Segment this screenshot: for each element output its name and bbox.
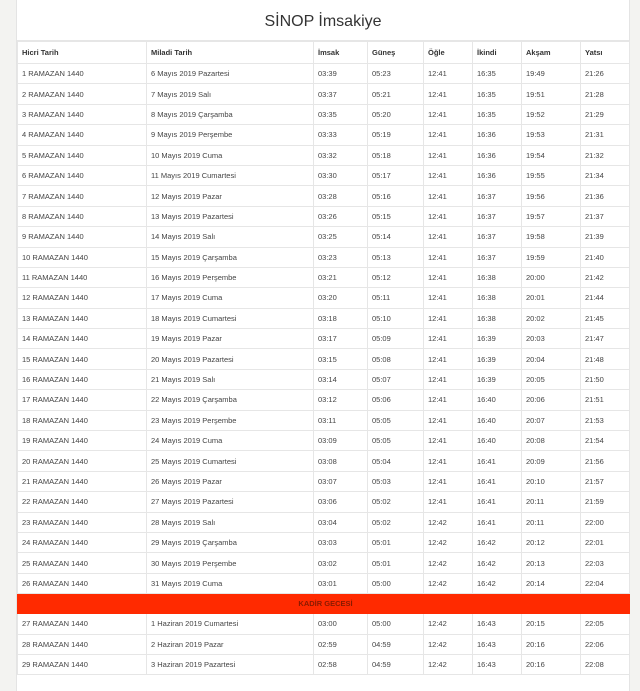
cell-miladi-tarih: 17 Mayıs 2019 Cuma [147, 288, 314, 308]
cell-aksam: 19:56 [522, 186, 581, 206]
cell-aksam: 20:11 [522, 512, 581, 532]
cell-miladi-tarih: 19 Mayıs 2019 Pazar [147, 329, 314, 349]
cell-aksam: 20:16 [522, 634, 581, 654]
cell-imsak: 03:04 [314, 512, 368, 532]
cell-hicri-tarih: 2 RAMAZAN 1440 [18, 84, 147, 104]
cell-ikindi: 16:43 [473, 614, 522, 634]
cell-miladi-tarih: 2 Haziran 2019 Pazar [147, 634, 314, 654]
cell-yatsi: 21:29 [581, 104, 630, 124]
cell-imsak: 03:37 [314, 84, 368, 104]
cell-yatsi: 21:45 [581, 308, 630, 328]
cell-aksam: 20:08 [522, 431, 581, 451]
table-row [18, 471, 630, 491]
cell-gunes: 05:09 [368, 329, 424, 349]
cell-ikindi: 16:36 [473, 125, 522, 145]
cell-ikindi: 16:39 [473, 369, 522, 389]
cell-gunes: 05:20 [368, 104, 424, 124]
cell-gunes: 05:07 [368, 369, 424, 389]
cell-imsak: 03:12 [314, 390, 368, 410]
table-row [18, 349, 630, 369]
table-header-row [18, 42, 630, 64]
cell-aksam: 20:06 [522, 390, 581, 410]
cell-ikindi: 16:36 [473, 145, 522, 165]
column-header-aksam: Akşam [522, 42, 581, 64]
cell-yatsi: 21:42 [581, 267, 630, 287]
cell-miladi-tarih: 21 Mayıs 2019 Salı [147, 369, 314, 389]
cell-aksam: 20:04 [522, 349, 581, 369]
cell-hicri-tarih: 1 RAMAZAN 1440 [18, 64, 147, 84]
table-row [18, 390, 630, 410]
table-row [18, 329, 630, 349]
cell-yatsi: 22:05 [581, 614, 630, 634]
cell-hicri-tarih: 14 RAMAZAN 1440 [18, 329, 147, 349]
cell-imsak: 03:35 [314, 104, 368, 124]
cell-imsak: 03:18 [314, 308, 368, 328]
cell-imsak: 02:58 [314, 654, 368, 674]
cell-hicri-tarih: 9 RAMAZAN 1440 [18, 227, 147, 247]
column-header-ogle: Öğle [424, 42, 473, 64]
cell-aksam: 19:54 [522, 145, 581, 165]
cell-miladi-tarih: 12 Mayıs 2019 Pazar [147, 186, 314, 206]
column-header-hicri-tarih: Hicri Tarih [18, 42, 147, 64]
cell-imsak: 02:59 [314, 634, 368, 654]
cell-aksam: 20:11 [522, 492, 581, 512]
table-row [18, 492, 630, 512]
cell-gunes: 05:16 [368, 186, 424, 206]
cell-ogle: 12:42 [424, 573, 473, 593]
cell-imsak: 03:02 [314, 553, 368, 573]
cell-ikindi: 16:41 [473, 512, 522, 532]
cell-ogle: 12:42 [424, 512, 473, 532]
table-row [18, 64, 630, 84]
cell-gunes: 05:12 [368, 267, 424, 287]
cell-gunes: 05:10 [368, 308, 424, 328]
cell-hicri-tarih: 18 RAMAZAN 1440 [18, 410, 147, 430]
cell-ikindi: 16:40 [473, 410, 522, 430]
table-row [18, 369, 630, 389]
cell-yatsi: 21:51 [581, 390, 630, 410]
cell-ogle: 12:41 [424, 471, 473, 491]
cell-aksam: 20:05 [522, 369, 581, 389]
cell-gunes: 05:11 [368, 288, 424, 308]
cell-imsak: 03:32 [314, 145, 368, 165]
cell-aksam: 20:03 [522, 329, 581, 349]
cell-yatsi: 21:47 [581, 329, 630, 349]
table-row [18, 634, 630, 654]
cell-imsak: 03:21 [314, 267, 368, 287]
cell-aksam: 19:49 [522, 64, 581, 84]
cell-miladi-tarih: 18 Mayıs 2019 Cumartesi [147, 308, 314, 328]
cell-miladi-tarih: 23 Mayıs 2019 Perşembe [147, 410, 314, 430]
cell-ikindi: 16:38 [473, 288, 522, 308]
cell-aksam: 19:52 [522, 104, 581, 124]
table-row [18, 125, 630, 145]
cell-imsak: 03:23 [314, 247, 368, 267]
cell-yatsi: 21:31 [581, 125, 630, 145]
table-row [18, 165, 630, 185]
cell-aksam: 19:58 [522, 227, 581, 247]
table-row [18, 654, 630, 674]
cell-gunes: 05:05 [368, 431, 424, 451]
cell-ikindi: 16:35 [473, 84, 522, 104]
cell-imsak: 03:09 [314, 431, 368, 451]
cell-yatsi: 21:40 [581, 247, 630, 267]
cell-hicri-tarih: 26 RAMAZAN 1440 [18, 573, 147, 593]
cell-gunes: 05:00 [368, 573, 424, 593]
table-row [18, 288, 630, 308]
cell-miladi-tarih: 13 Mayıs 2019 Pazartesi [147, 206, 314, 226]
cell-gunes: 05:01 [368, 553, 424, 573]
cell-ogle: 12:41 [424, 369, 473, 389]
cell-ikindi: 16:39 [473, 349, 522, 369]
cell-ikindi: 16:42 [473, 553, 522, 573]
cell-yatsi: 21:44 [581, 288, 630, 308]
kadir-gecesi-label: KADİR GECESİ [18, 594, 630, 614]
cell-hicri-tarih: 8 RAMAZAN 1440 [18, 206, 147, 226]
cell-hicri-tarih: 20 RAMAZAN 1440 [18, 451, 147, 471]
cell-gunes: 05:02 [368, 492, 424, 512]
cell-yatsi: 21:59 [581, 492, 630, 512]
cell-ikindi: 16:39 [473, 329, 522, 349]
cell-miladi-tarih: 15 Mayıs 2019 Çarşamba [147, 247, 314, 267]
cell-imsak: 03:03 [314, 532, 368, 552]
column-header-gunes: Güneş [368, 42, 424, 64]
cell-yatsi: 21:26 [581, 64, 630, 84]
table-row [18, 431, 630, 451]
cell-yatsi: 21:34 [581, 165, 630, 185]
cell-miladi-tarih: 25 Mayıs 2019 Cumartesi [147, 451, 314, 471]
cell-ikindi: 16:40 [473, 431, 522, 451]
table-row [18, 227, 630, 247]
cell-gunes: 05:15 [368, 206, 424, 226]
cell-ogle: 12:42 [424, 634, 473, 654]
cell-ogle: 12:41 [424, 349, 473, 369]
cell-aksam: 20:10 [522, 471, 581, 491]
cell-ogle: 12:42 [424, 654, 473, 674]
cell-miladi-tarih: 26 Mayıs 2019 Pazar [147, 471, 314, 491]
cell-ogle: 12:41 [424, 165, 473, 185]
cell-ikindi: 16:35 [473, 64, 522, 84]
cell-yatsi: 21:28 [581, 84, 630, 104]
cell-hicri-tarih: 7 RAMAZAN 1440 [18, 186, 147, 206]
cell-ikindi: 16:43 [473, 634, 522, 654]
cell-ogle: 12:41 [424, 84, 473, 104]
cell-imsak: 03:06 [314, 492, 368, 512]
cell-gunes: 05:08 [368, 349, 424, 369]
cell-ikindi: 16:35 [473, 104, 522, 124]
cell-gunes: 05:05 [368, 410, 424, 430]
cell-ogle: 12:41 [424, 247, 473, 267]
page-title: SİNOP İmsakiye [17, 0, 629, 41]
cell-hicri-tarih: 22 RAMAZAN 1440 [18, 492, 147, 512]
cell-miladi-tarih: 3 Haziran 2019 Pazartesi [147, 654, 314, 674]
cell-aksam: 19:53 [522, 125, 581, 145]
cell-yatsi: 22:03 [581, 553, 630, 573]
cell-yatsi: 22:06 [581, 634, 630, 654]
cell-ogle: 12:41 [424, 186, 473, 206]
cell-miladi-tarih: 30 Mayıs 2019 Perşembe [147, 553, 314, 573]
cell-miladi-tarih: 6 Mayıs 2019 Pazartesi [147, 64, 314, 84]
cell-ikindi: 16:37 [473, 227, 522, 247]
column-header-ikindi: İkindi [473, 42, 522, 64]
column-header-miladi-tarih: Miladi Tarih [147, 42, 314, 64]
cell-hicri-tarih: 11 RAMAZAN 1440 [18, 267, 147, 287]
cell-miladi-tarih: 16 Mayıs 2019 Perşembe [147, 267, 314, 287]
cell-gunes: 05:02 [368, 512, 424, 532]
table-row [18, 206, 630, 226]
cell-yatsi: 21:50 [581, 369, 630, 389]
cell-aksam: 19:55 [522, 165, 581, 185]
cell-gunes: 05:21 [368, 84, 424, 104]
table-row [18, 84, 630, 104]
cell-miladi-tarih: 31 Mayıs 2019 Cuma [147, 573, 314, 593]
cell-ikindi: 16:41 [473, 471, 522, 491]
cell-imsak: 03:28 [314, 186, 368, 206]
column-header-yatsi: Yatsı [581, 42, 630, 64]
cell-ikindi: 16:41 [473, 451, 522, 471]
cell-imsak: 03:00 [314, 614, 368, 634]
cell-imsak: 03:26 [314, 206, 368, 226]
cell-aksam: 20:00 [522, 267, 581, 287]
cell-yatsi: 21:56 [581, 451, 630, 471]
cell-hicri-tarih: 6 RAMAZAN 1440 [18, 165, 147, 185]
cell-imsak: 03:39 [314, 64, 368, 84]
cell-gunes: 04:59 [368, 654, 424, 674]
cell-hicri-tarih: 3 RAMAZAN 1440 [18, 104, 147, 124]
cell-gunes: 05:01 [368, 532, 424, 552]
table-row [18, 145, 630, 165]
cell-ogle: 12:41 [424, 329, 473, 349]
cell-aksam: 19:57 [522, 206, 581, 226]
cell-hicri-tarih: 13 RAMAZAN 1440 [18, 308, 147, 328]
table-row [18, 451, 630, 471]
kadir-gecesi-banner-row [18, 594, 630, 614]
cell-yatsi: 21:54 [581, 431, 630, 451]
cell-gunes: 05:00 [368, 614, 424, 634]
cell-ogle: 12:41 [424, 390, 473, 410]
cell-aksam: 20:02 [522, 308, 581, 328]
cell-ikindi: 16:36 [473, 165, 522, 185]
cell-miladi-tarih: 9 Mayıs 2019 Perşembe [147, 125, 314, 145]
cell-ogle: 12:42 [424, 553, 473, 573]
cell-ikindi: 16:38 [473, 267, 522, 287]
table-row [18, 247, 630, 267]
cell-aksam: 20:14 [522, 573, 581, 593]
cell-imsak: 03:14 [314, 369, 368, 389]
cell-ikindi: 16:38 [473, 308, 522, 328]
cell-gunes: 05:06 [368, 390, 424, 410]
cell-miladi-tarih: 27 Mayıs 2019 Pazartesi [147, 492, 314, 512]
cell-miladi-tarih: 8 Mayıs 2019 Çarşamba [147, 104, 314, 124]
cell-ogle: 12:41 [424, 145, 473, 165]
column-header-imsak: İmsak [314, 42, 368, 64]
cell-imsak: 03:33 [314, 125, 368, 145]
cell-ogle: 12:41 [424, 227, 473, 247]
cell-yatsi: 22:00 [581, 512, 630, 532]
cell-miladi-tarih: 11 Mayıs 2019 Cumartesi [147, 165, 314, 185]
cell-hicri-tarih: 29 RAMAZAN 1440 [18, 654, 147, 674]
imsakiye-panel [16, 0, 630, 691]
cell-ikindi: 16:37 [473, 206, 522, 226]
cell-yatsi: 21:37 [581, 206, 630, 226]
table-row [18, 267, 630, 287]
cell-hicri-tarih: 27 RAMAZAN 1440 [18, 614, 147, 634]
table-row [18, 553, 630, 573]
cell-aksam: 19:51 [522, 84, 581, 104]
cell-yatsi: 22:04 [581, 573, 630, 593]
cell-miladi-tarih: 10 Mayıs 2019 Cuma [147, 145, 314, 165]
cell-hicri-tarih: 5 RAMAZAN 1440 [18, 145, 147, 165]
cell-ogle: 12:41 [424, 267, 473, 287]
cell-imsak: 03:30 [314, 165, 368, 185]
cell-hicri-tarih: 17 RAMAZAN 1440 [18, 390, 147, 410]
cell-hicri-tarih: 4 RAMAZAN 1440 [18, 125, 147, 145]
cell-ogle: 12:41 [424, 64, 473, 84]
cell-yatsi: 21:32 [581, 145, 630, 165]
cell-ogle: 12:41 [424, 308, 473, 328]
cell-yatsi: 21:48 [581, 349, 630, 369]
cell-yatsi: 21:39 [581, 227, 630, 247]
cell-gunes: 05:17 [368, 165, 424, 185]
cell-aksam: 20:09 [522, 451, 581, 471]
cell-hicri-tarih: 16 RAMAZAN 1440 [18, 369, 147, 389]
cell-miladi-tarih: 7 Mayıs 2019 Salı [147, 84, 314, 104]
cell-aksam: 20:15 [522, 614, 581, 634]
table-row [18, 410, 630, 430]
table-row [18, 532, 630, 552]
cell-yatsi: 21:57 [581, 471, 630, 491]
cell-ikindi: 16:40 [473, 390, 522, 410]
cell-gunes: 05:04 [368, 451, 424, 471]
cell-gunes: 05:14 [368, 227, 424, 247]
cell-ikindi: 16:42 [473, 573, 522, 593]
cell-gunes: 05:03 [368, 471, 424, 491]
table-row [18, 573, 630, 593]
table-row [18, 308, 630, 328]
cell-hicri-tarih: 24 RAMAZAN 1440 [18, 532, 147, 552]
cell-imsak: 03:11 [314, 410, 368, 430]
cell-ogle: 12:41 [424, 492, 473, 512]
cell-aksam: 19:59 [522, 247, 581, 267]
cell-imsak: 03:01 [314, 573, 368, 593]
cell-yatsi: 22:08 [581, 654, 630, 674]
cell-gunes: 04:59 [368, 634, 424, 654]
cell-hicri-tarih: 25 RAMAZAN 1440 [18, 553, 147, 573]
cell-imsak: 03:08 [314, 451, 368, 471]
cell-hicri-tarih: 12 RAMAZAN 1440 [18, 288, 147, 308]
cell-ogle: 12:41 [424, 288, 473, 308]
cell-aksam: 20:12 [522, 532, 581, 552]
cell-ogle: 12:41 [424, 410, 473, 430]
cell-ogle: 12:41 [424, 451, 473, 471]
cell-hicri-tarih: 21 RAMAZAN 1440 [18, 471, 147, 491]
cell-yatsi: 21:36 [581, 186, 630, 206]
cell-imsak: 03:20 [314, 288, 368, 308]
cell-miladi-tarih: 1 Haziran 2019 Cumartesi [147, 614, 314, 634]
cell-ikindi: 16:37 [473, 247, 522, 267]
cell-miladi-tarih: 24 Mayıs 2019 Cuma [147, 431, 314, 451]
cell-miladi-tarih: 29 Mayıs 2019 Çarşamba [147, 532, 314, 552]
cell-gunes: 05:18 [368, 145, 424, 165]
cell-ogle: 12:42 [424, 532, 473, 552]
cell-hicri-tarih: 10 RAMAZAN 1440 [18, 247, 147, 267]
cell-gunes: 05:19 [368, 125, 424, 145]
cell-ogle: 12:42 [424, 614, 473, 634]
cell-aksam: 20:07 [522, 410, 581, 430]
cell-gunes: 05:23 [368, 64, 424, 84]
cell-ikindi: 16:43 [473, 654, 522, 674]
cell-hicri-tarih: 28 RAMAZAN 1440 [18, 634, 147, 654]
cell-imsak: 03:25 [314, 227, 368, 247]
cell-hicri-tarih: 23 RAMAZAN 1440 [18, 512, 147, 532]
table-row [18, 186, 630, 206]
cell-ogle: 12:41 [424, 431, 473, 451]
table-row [18, 104, 630, 124]
cell-aksam: 20:01 [522, 288, 581, 308]
cell-imsak: 03:15 [314, 349, 368, 369]
cell-hicri-tarih: 15 RAMAZAN 1440 [18, 349, 147, 369]
cell-ikindi: 16:42 [473, 532, 522, 552]
cell-ogle: 12:41 [424, 104, 473, 124]
cell-gunes: 05:13 [368, 247, 424, 267]
cell-hicri-tarih: 19 RAMAZAN 1440 [18, 431, 147, 451]
cell-yatsi: 22:01 [581, 532, 630, 552]
cell-miladi-tarih: 28 Mayıs 2019 Salı [147, 512, 314, 532]
cell-ogle: 12:41 [424, 206, 473, 226]
cell-miladi-tarih: 20 Mayıs 2019 Pazartesi [147, 349, 314, 369]
cell-aksam: 20:16 [522, 654, 581, 674]
table-row [18, 614, 630, 634]
cell-aksam: 20:13 [522, 553, 581, 573]
table-row [18, 512, 630, 532]
cell-miladi-tarih: 22 Mayıs 2019 Çarşamba [147, 390, 314, 410]
cell-ogle: 12:41 [424, 125, 473, 145]
cell-miladi-tarih: 14 Mayıs 2019 Salı [147, 227, 314, 247]
imsakiye-table [17, 41, 630, 675]
cell-imsak: 03:07 [314, 471, 368, 491]
cell-ikindi: 16:41 [473, 492, 522, 512]
cell-imsak: 03:17 [314, 329, 368, 349]
cell-ikindi: 16:37 [473, 186, 522, 206]
cell-yatsi: 21:53 [581, 410, 630, 430]
